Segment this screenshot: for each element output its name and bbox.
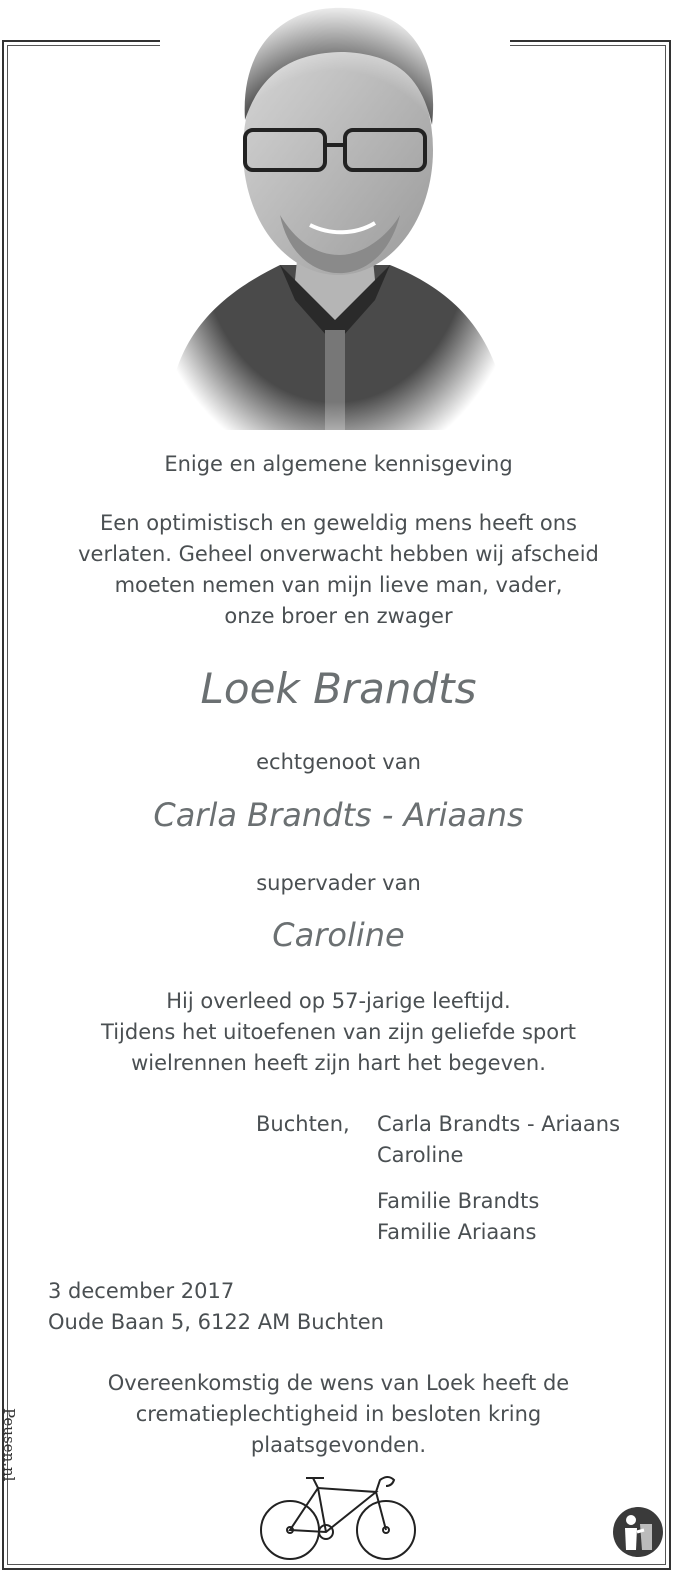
closing-line: crematieplechtigheid in besloten kring (135, 1402, 542, 1426)
bicycle-icon (258, 1466, 418, 1562)
intro-line: Een optimistisch en geweldig mens heeft ons (100, 511, 577, 535)
signature-place: Buchten, (256, 1112, 350, 1136)
closing-line: plaatsgevonden. (250, 1433, 427, 1457)
spouse-label: echtgenoot van (256, 750, 421, 774)
death-info-line: wielrennen heeft zijn hart het begeven. (131, 1051, 546, 1075)
father-label: supervader van (256, 871, 421, 895)
watermark (0, 1408, 22, 1498)
date-address (48, 1276, 384, 1338)
intro-line: moeten nemen van mijn lieve man, vader, (114, 573, 563, 597)
closing-line: Overeenkomstig de wens van Loek heeft de (107, 1371, 570, 1395)
home-address: Oude Baan 5, 6122 AM Buchten (48, 1310, 384, 1334)
signature-line: Familie Ariaans (377, 1220, 537, 1244)
closing-text (0, 1368, 677, 1461)
watermark-text: Peusen.nl (0, 1408, 18, 1482)
signature-family (377, 1109, 620, 1248)
death-info (0, 986, 677, 1079)
intro-line: verlaten. Geheel onverwacht hebben wij afscheid (78, 542, 599, 566)
death-info-line: Tijdens het uitoefenen van zijn geliefde sport (101, 1020, 576, 1044)
spouse-name: Carla Brandts - Ariaans (153, 796, 524, 834)
signature-line: Caroline (377, 1143, 464, 1167)
announcement-heading: Enige en algemene kennisgeving (164, 452, 513, 476)
signature-line: Familie Brandts (377, 1189, 540, 1213)
intro-line: onze broer en zwager (224, 604, 453, 628)
death-date: 3 december 2017 (48, 1279, 235, 1303)
mourning-figure-logo (612, 1506, 664, 1558)
intro-text (0, 508, 677, 632)
deceased-name: Loek Brandts (200, 664, 477, 713)
signature-line: Carla Brandts - Ariaans (377, 1112, 621, 1136)
portrait-photo (160, 0, 510, 430)
death-info-line: Hij overleed op 57-jarige leeftijd. (166, 989, 511, 1013)
child-name: Caroline (272, 916, 405, 954)
